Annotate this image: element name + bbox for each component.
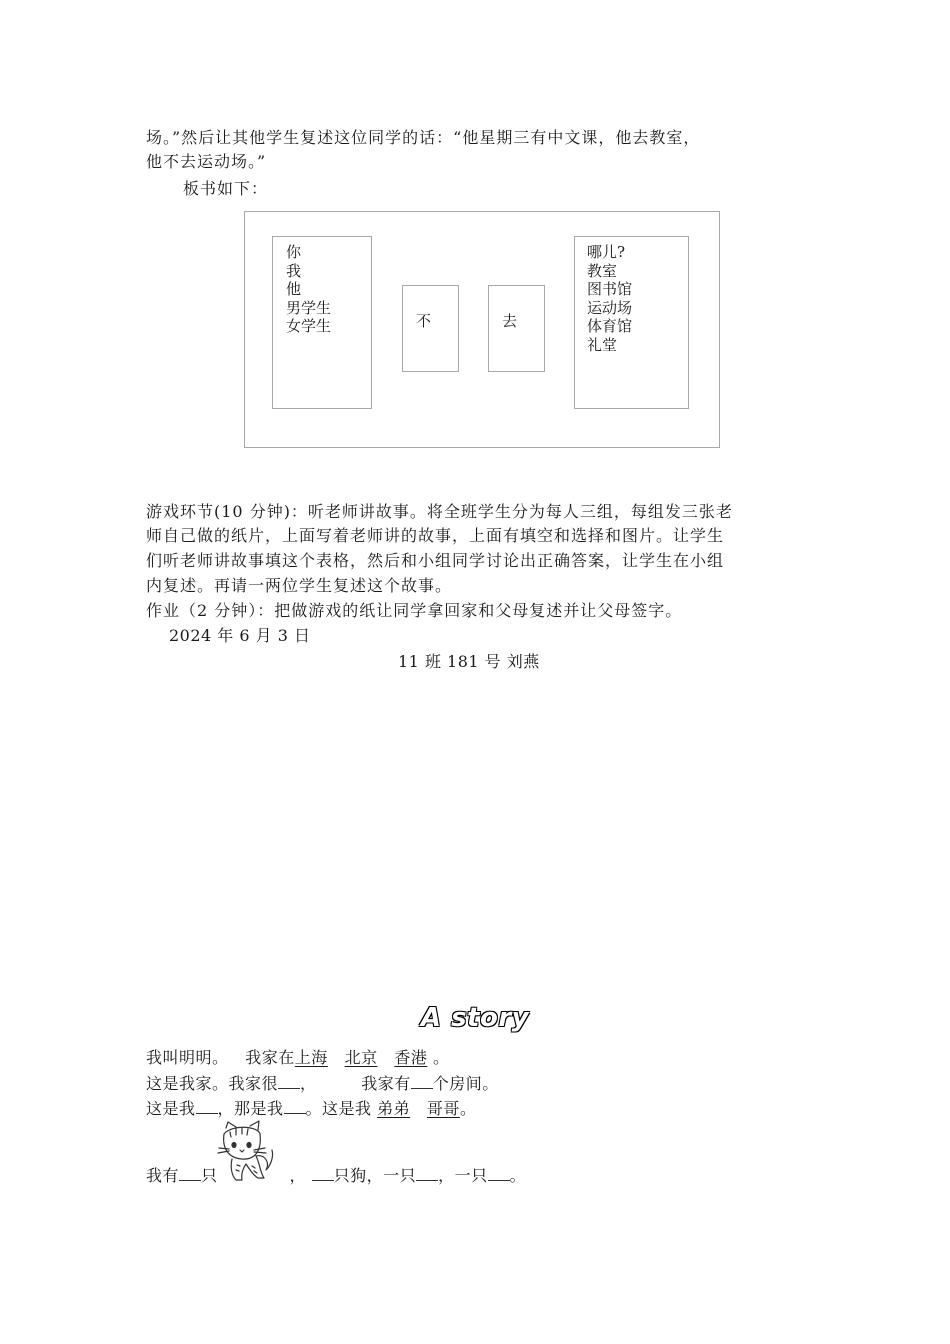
place-item: 礼堂 [587, 335, 618, 354]
option-beijing: 北京 [344, 1048, 378, 1067]
fill-blank [284, 1097, 306, 1114]
subject-item: 他 [286, 280, 302, 298]
negation-word: 不 [416, 312, 432, 330]
place-item: 图书馆 [587, 280, 633, 298]
date-line: 2024 年 6 月 3 日 [169, 626, 311, 645]
fill-blank [278, 1072, 300, 1089]
place-item: 体育馆 [587, 317, 633, 335]
verb-box [488, 285, 545, 372]
story-line-2: 这是我家。我家很 ， 我家有 个房间。 [146, 1074, 499, 1093]
story-line-4: 我有 只 ， 只狗，一只 ，一只 。 [146, 1166, 527, 1185]
game-paragraph-line: 们听老师讲故事填这个表格，然后和小组同学讨论出正确答案，让学生在小组 [146, 551, 725, 570]
board-intro: 板书如下： [183, 179, 269, 198]
place-item: 教室 [587, 261, 618, 280]
story-title: A story [420, 1003, 530, 1033]
fill-blank [179, 1164, 201, 1181]
option-hongkong: 香港 [394, 1048, 428, 1067]
option-younger-brother: 弟弟 [377, 1099, 411, 1118]
place-item: 哪儿? [587, 243, 626, 261]
game-paragraph-line: 内复述。再请一两位学生复述这个故事。 [146, 576, 453, 595]
paragraph-line: 场。”然后让其他学生复述这位同学的话：“他星期三有中文课，他去教室， [146, 128, 701, 147]
signature-line: 11 班 181 号 刘燕 [398, 652, 540, 671]
subject-item: 我 [286, 261, 302, 280]
subjects-box [272, 236, 372, 409]
story-line-1: 我叫明明。 我家在上海 北京 香港 。 [146, 1048, 450, 1067]
fill-blank [488, 1164, 510, 1181]
option-shanghai: 上海 [294, 1048, 328, 1067]
negation-box [402, 285, 459, 372]
subject-item: 男学生 [286, 298, 332, 317]
fill-blank [196, 1097, 218, 1114]
story-line-3: 这是我 ，那是我 。这是我 弟弟 哥哥。 [146, 1099, 477, 1118]
option-older-brother: 哥哥 [426, 1099, 460, 1118]
fill-blank [312, 1164, 334, 1181]
fill-blank [416, 1164, 438, 1181]
place-item: 运动场 [587, 298, 633, 317]
subject-item: 你 [286, 243, 302, 261]
verb-word: 去 [502, 312, 518, 330]
subject-item: 女学生 [286, 317, 332, 335]
fill-blank [411, 1072, 433, 1089]
paragraph-line: 他不去运动场。” [146, 152, 267, 171]
game-paragraph-line: 游戏环节(10 分钟)：听老师讲故事。将全班学生分为每人三组，每组发三张老 [146, 502, 733, 521]
homework-line: 作业（2 分钟）：把做游戏的纸让同学拿回家和父母复述并让父母签字。 [146, 601, 683, 620]
places-box [574, 236, 689, 409]
cat-icon [216, 1120, 282, 1184]
game-paragraph-line: 师自己做的纸片，上面写着老师讲的故事，上面有填空和选择和图片。让学生 [146, 526, 725, 545]
